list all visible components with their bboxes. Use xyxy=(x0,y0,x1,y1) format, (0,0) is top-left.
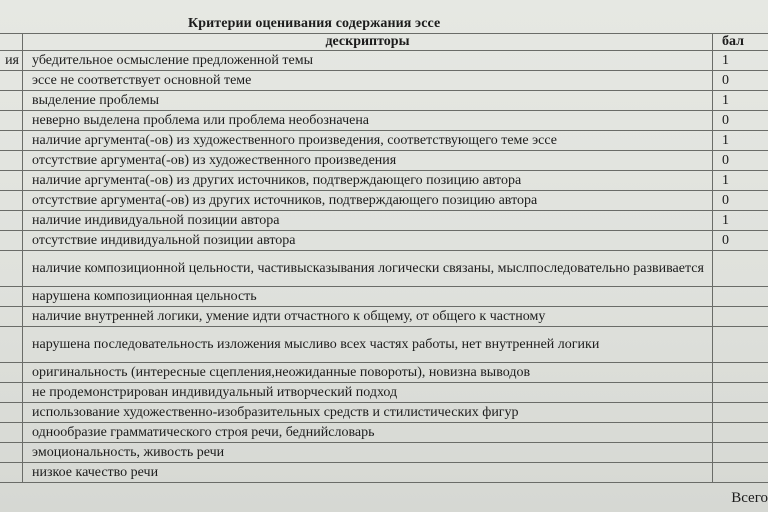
criterion-cell xyxy=(0,327,23,363)
table-row xyxy=(0,51,768,71)
score-cell: 1 xyxy=(713,211,768,231)
table-row xyxy=(0,463,768,483)
score-cell: 0 xyxy=(713,151,768,171)
document-title: Критерии оценивания содержания эссе xyxy=(188,16,441,31)
score-cell: 1 xyxy=(713,51,768,71)
criterion-cell xyxy=(0,151,23,171)
table-row xyxy=(0,307,768,327)
score-cell: 0 xyxy=(713,191,768,211)
score-cell xyxy=(713,363,768,383)
total-label: Всего xyxy=(731,490,768,506)
criterion-cell xyxy=(0,363,23,383)
header-descriptors: дескрипторы xyxy=(23,34,713,51)
score-cell xyxy=(713,251,768,287)
criterion-cell xyxy=(0,287,23,307)
descriptor-cell: выделение проблемы xyxy=(23,91,713,111)
descriptor-cell: использование художественно-изобразительных средств и стилистических фигур xyxy=(23,403,713,423)
descriptor-cell: неверно выделена проблема или проблема необозначена xyxy=(23,111,713,131)
descriptor-cell: нарушена последовательность изложения мысливо всех частях работы, нет внутренней логики xyxy=(23,327,713,363)
descriptor-cell: убедительное осмысление предложенной темы xyxy=(23,51,713,71)
score-cell xyxy=(713,383,768,403)
criteria-table xyxy=(0,33,768,483)
score-cell: 0 xyxy=(713,231,768,251)
criterion-cell xyxy=(0,211,23,231)
descriptor-cell: наличие аргумента(-ов) из других источников, подтверждающего позицию автора xyxy=(23,171,713,191)
criterion-cell xyxy=(0,191,23,211)
criterion-cell xyxy=(0,251,23,287)
criterion-cell xyxy=(0,443,23,463)
table-row xyxy=(0,211,768,231)
descriptor-cell: отсутствие индивидуальной позиции автора xyxy=(23,231,713,251)
table-row xyxy=(0,131,768,151)
descriptor-cell: наличие внутренней логики, умение идти отчастного к общему, от общего к частному xyxy=(23,307,713,327)
table-row xyxy=(0,403,768,423)
descriptor-cell: наличие индивидуальной позиции автора xyxy=(23,211,713,231)
score-cell xyxy=(713,463,768,483)
descriptor-cell: низкое качество речи xyxy=(23,463,713,483)
header-score: бал xyxy=(713,34,768,51)
table-row xyxy=(0,251,768,287)
header-criteria xyxy=(0,34,23,51)
score-cell xyxy=(713,287,768,307)
criterion-cell xyxy=(0,383,23,403)
table-row xyxy=(0,327,768,363)
table-row xyxy=(0,231,768,251)
criterion-cell xyxy=(0,423,23,443)
table-row xyxy=(0,287,768,307)
table-row xyxy=(0,423,768,443)
header-row xyxy=(0,34,768,51)
score-cell: 1 xyxy=(713,171,768,191)
criterion-cell xyxy=(0,403,23,423)
score-cell: 1 xyxy=(713,131,768,151)
criterion-cell xyxy=(0,463,23,483)
table-row xyxy=(0,111,768,131)
table-row xyxy=(0,443,768,463)
score-cell xyxy=(713,443,768,463)
descriptor-cell: отсутствие аргумента(-ов) из других источников, подтверждающего позицию автора xyxy=(23,191,713,211)
descriptor-cell: не продемонстрирован индивидуальный итворческий подход xyxy=(23,383,713,403)
criterion-cell xyxy=(0,231,23,251)
descriptor-cell: наличие аргумента(-ов) из художественного произведения, соответствующего теме эссе xyxy=(23,131,713,151)
table-row xyxy=(0,363,768,383)
descriptor-cell: наличие композиционной цельности, частивысказывания логически связаны, мыслпоследовательно развивается xyxy=(23,251,713,287)
table-row xyxy=(0,171,768,191)
criterion-cell xyxy=(0,71,23,91)
score-cell: 1 xyxy=(713,91,768,111)
criterion-cell xyxy=(0,91,23,111)
table-row xyxy=(0,191,768,211)
descriptor-cell: отсутствие аргумента(-ов) из художественного произведения xyxy=(23,151,713,171)
table-row xyxy=(0,71,768,91)
criterion-cell xyxy=(0,111,23,131)
score-cell xyxy=(713,423,768,443)
criterion-cell xyxy=(0,171,23,191)
score-cell xyxy=(713,327,768,363)
descriptor-cell: эссе не соответствует основной теме xyxy=(23,71,713,91)
criterion-cell xyxy=(0,131,23,151)
score-cell xyxy=(713,403,768,423)
table-row xyxy=(0,151,768,171)
score-cell: 0 xyxy=(713,71,768,91)
criterion-cell xyxy=(0,307,23,327)
descriptor-cell: эмоциональность, живость речи xyxy=(23,443,713,463)
descriptor-cell: оригинальность (интересные сцепления,неожиданные повороты), новизна выводов xyxy=(23,363,713,383)
score-cell xyxy=(713,307,768,327)
table-row xyxy=(0,91,768,111)
descriptor-cell: нарушена композиционная цельность xyxy=(23,287,713,307)
table-row xyxy=(0,383,768,403)
score-cell: 0 xyxy=(713,111,768,131)
descriptor-cell: однообразие грамматического строя речи, беднийсловарь xyxy=(23,423,713,443)
criterion-cell: ия xyxy=(0,51,23,71)
